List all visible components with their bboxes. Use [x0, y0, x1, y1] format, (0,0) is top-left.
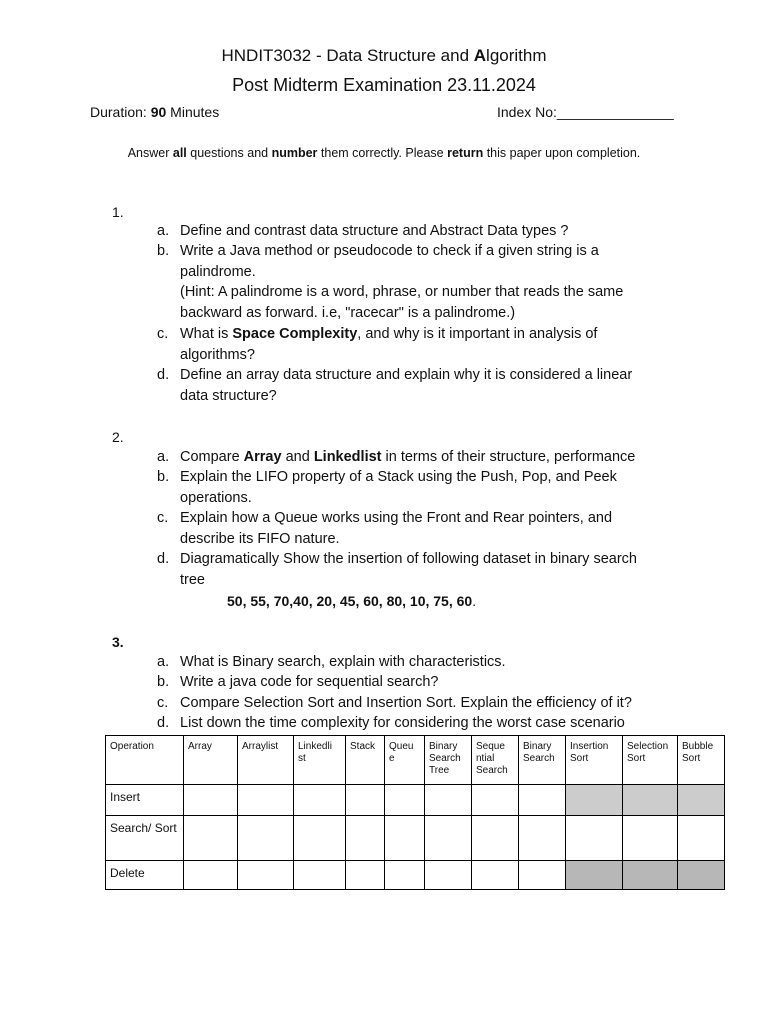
answer-cell — [472, 816, 519, 861]
answer-cell — [238, 816, 294, 861]
header-cell: Stack — [346, 736, 385, 785]
header-cell: Bubble Sort — [678, 736, 725, 785]
q1-d: d. Define an array data structure and explain why it is considered a linear data structure? — [157, 367, 633, 404]
answer-cell — [566, 816, 623, 861]
header-cell: Arraylist — [238, 736, 294, 785]
complexity-table — [105, 735, 725, 890]
exam-title: Post Midterm Examination 23.11.2024 — [232, 75, 536, 95]
answer-cell — [519, 785, 566, 816]
q1-a: a. Define and contrast data structure and Abstract Data types ? — [157, 223, 569, 239]
answer-cell — [184, 785, 238, 816]
shaded-cell — [566, 861, 623, 890]
answer-cell — [346, 816, 385, 861]
shaded-cell — [623, 861, 678, 890]
answer-cell — [238, 861, 294, 890]
table-row-insert — [106, 785, 725, 816]
header-cell: Insertion Sort — [566, 736, 623, 785]
question-1-number: 1. — [112, 204, 124, 220]
duration: Duration: 90 Minutes — [90, 104, 220, 120]
question-2-number: 2. — [112, 429, 124, 445]
question-3-number: 3. — [112, 634, 124, 650]
table-row-search-sort — [106, 816, 725, 861]
header-cell: Binary Search Tree — [425, 736, 472, 785]
index-number-field: Index No:_______________ — [497, 104, 674, 120]
row-label: Delete — [106, 861, 184, 890]
shaded-cell — [678, 861, 725, 890]
table-row-delete — [106, 861, 725, 890]
answer-cell — [519, 816, 566, 861]
q2-d: d. Diagramatically Show the insertion of following dataset in binary search tree — [157, 551, 637, 588]
answer-cell — [184, 816, 238, 861]
q3-a: a. What is Binary search, explain with characteristics. — [157, 654, 506, 670]
header-cell: Selection Sort — [623, 736, 678, 785]
table-header-row — [106, 736, 725, 785]
header-cell: Queu e — [385, 736, 425, 785]
q2-b: b. Explain the LIFO property of a Stack using the Push, Pop, and Peek operations. — [157, 469, 617, 506]
q2-c: c. Explain how a Queue works using the Front and Rear pointers, and describe its FIFO nature. — [157, 510, 613, 547]
answer-cell — [472, 785, 519, 816]
instructions: Answer all questions and number them correctly. Please return this paper upon completion. — [127, 146, 641, 160]
answer-cell — [519, 861, 566, 890]
answer-cell — [294, 785, 346, 816]
q3-b: b. Write a java code for sequential search? — [157, 674, 439, 690]
header-cell: Operation — [106, 736, 184, 785]
header-cell: Array — [184, 736, 238, 785]
bst-dataset: 50, 55, 70,40, 20, 45, 60, 80, 10, 75, 60. — [227, 593, 477, 609]
shaded-cell — [566, 785, 623, 816]
answer-cell — [346, 785, 385, 816]
row-label: Insert — [106, 785, 184, 816]
q2-a: a. Compare Array and Linkedlist in terms of their structure, performance — [157, 449, 636, 465]
answer-cell — [623, 816, 678, 861]
header-cell: Seque ntial Search — [472, 736, 519, 785]
shaded-cell — [623, 785, 678, 816]
q3-c: c. Compare Selection Sort and Insertion Sort. Explain the efficiency of it? — [157, 695, 632, 711]
q1-b: b. Write a Java method or pseudocode to check if a given string is a palindrome. (Hint: A palindrome is a word, phrase, or number that reads the same backward as forward. i.e, "racecar" is a palindrome.) — [157, 243, 624, 321]
answer-cell — [425, 816, 472, 861]
header-cell: Binary Search — [519, 736, 566, 785]
answer-cell — [346, 861, 385, 890]
answer-cell — [294, 861, 346, 890]
answer-cell — [678, 816, 725, 861]
answer-cell — [385, 816, 425, 861]
answer-cell — [184, 861, 238, 890]
q1-c: c. What is Space Complexity, and why is it important in analysis of algorithms? — [157, 326, 598, 363]
answer-cell — [425, 785, 472, 816]
answer-cell — [385, 785, 425, 816]
shaded-cell — [678, 785, 725, 816]
header-cell: Linkedli st — [294, 736, 346, 785]
course-title: HNDIT3032 - Data Structure and Algorithm — [221, 46, 547, 65]
q3-d: d. List down the time complexity for considering the worst case scenario — [157, 715, 625, 731]
answer-cell — [385, 861, 425, 890]
answer-cell — [425, 861, 472, 890]
answer-cell — [238, 785, 294, 816]
answer-cell — [472, 861, 519, 890]
answer-cell — [294, 816, 346, 861]
row-label: Search/ Sort — [106, 816, 184, 861]
